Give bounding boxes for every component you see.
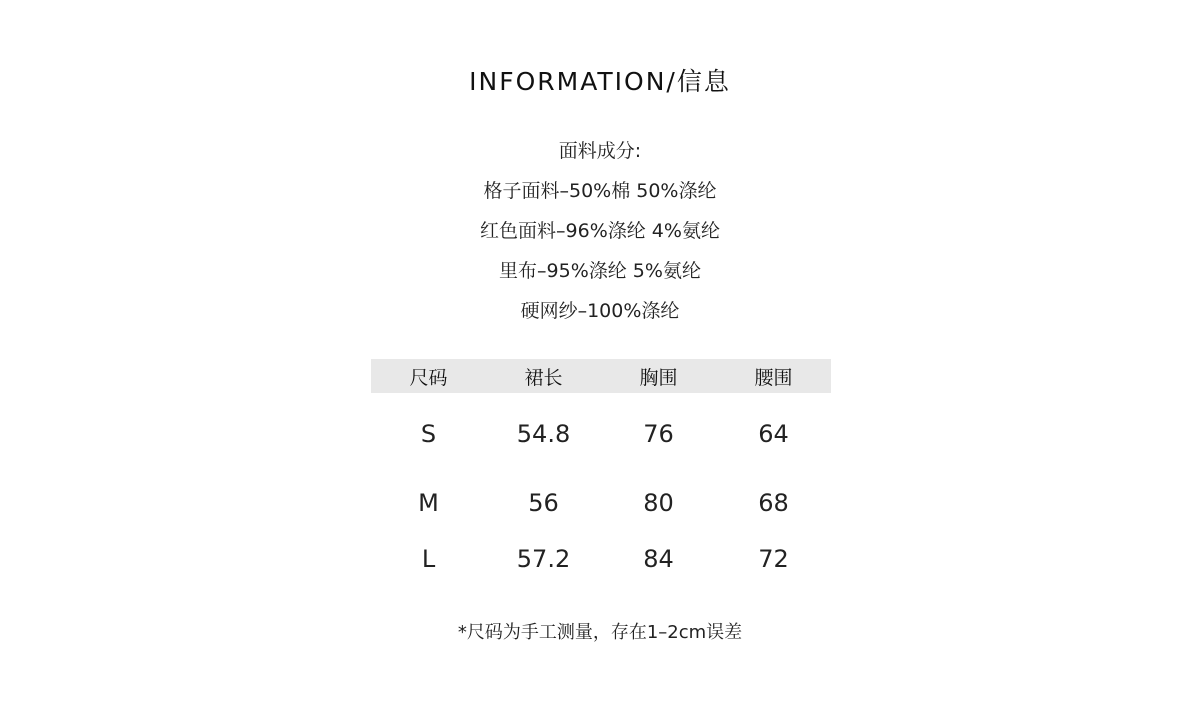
waist-cell: 72 (758, 545, 789, 573)
header-bust: 胸围 (601, 359, 716, 393)
table-header-row (371, 359, 831, 393)
bust-cell: 80 (643, 489, 674, 517)
measurement-footnote: *尺码为手工测量，存在1–2cm误差 (457, 622, 743, 643)
skirt-length-cell: 54.8 (516, 420, 571, 448)
table-row (371, 475, 831, 531)
waist-cell: 64 (758, 420, 789, 448)
header-skirt-length: 裙长 (486, 359, 601, 393)
bust-cell: 84 (643, 545, 674, 573)
fabric-line: 里布–95%涤纶 5%氨纶 (499, 260, 701, 282)
size-cell: S (420, 420, 437, 448)
fabric-line: 红色面料–96%涤纶 4%氨纶 (480, 220, 720, 242)
size-cell: L (421, 545, 436, 573)
waist-cell: 68 (758, 489, 789, 517)
skirt-length-cell: 57.2 (516, 545, 571, 573)
skirt-length-cell: 56 (528, 489, 559, 517)
fabric-line: 硬网纱–100%涤纶 (520, 300, 680, 322)
size-cell: M (418, 489, 439, 517)
table-row (371, 393, 831, 475)
header-waist: 腰围 (716, 359, 831, 393)
size-table (371, 359, 831, 587)
bust-cell: 76 (643, 420, 674, 448)
header-size: 尺码 (371, 359, 486, 393)
fabric-line: 格子面料–50%棉 50%涤纶 (483, 180, 717, 202)
fabric-heading: 面料成分: (558, 140, 642, 162)
page-title: INFORMATION/信息 (469, 67, 731, 96)
fabric-composition (0, 131, 1200, 331)
table-row (371, 531, 831, 587)
